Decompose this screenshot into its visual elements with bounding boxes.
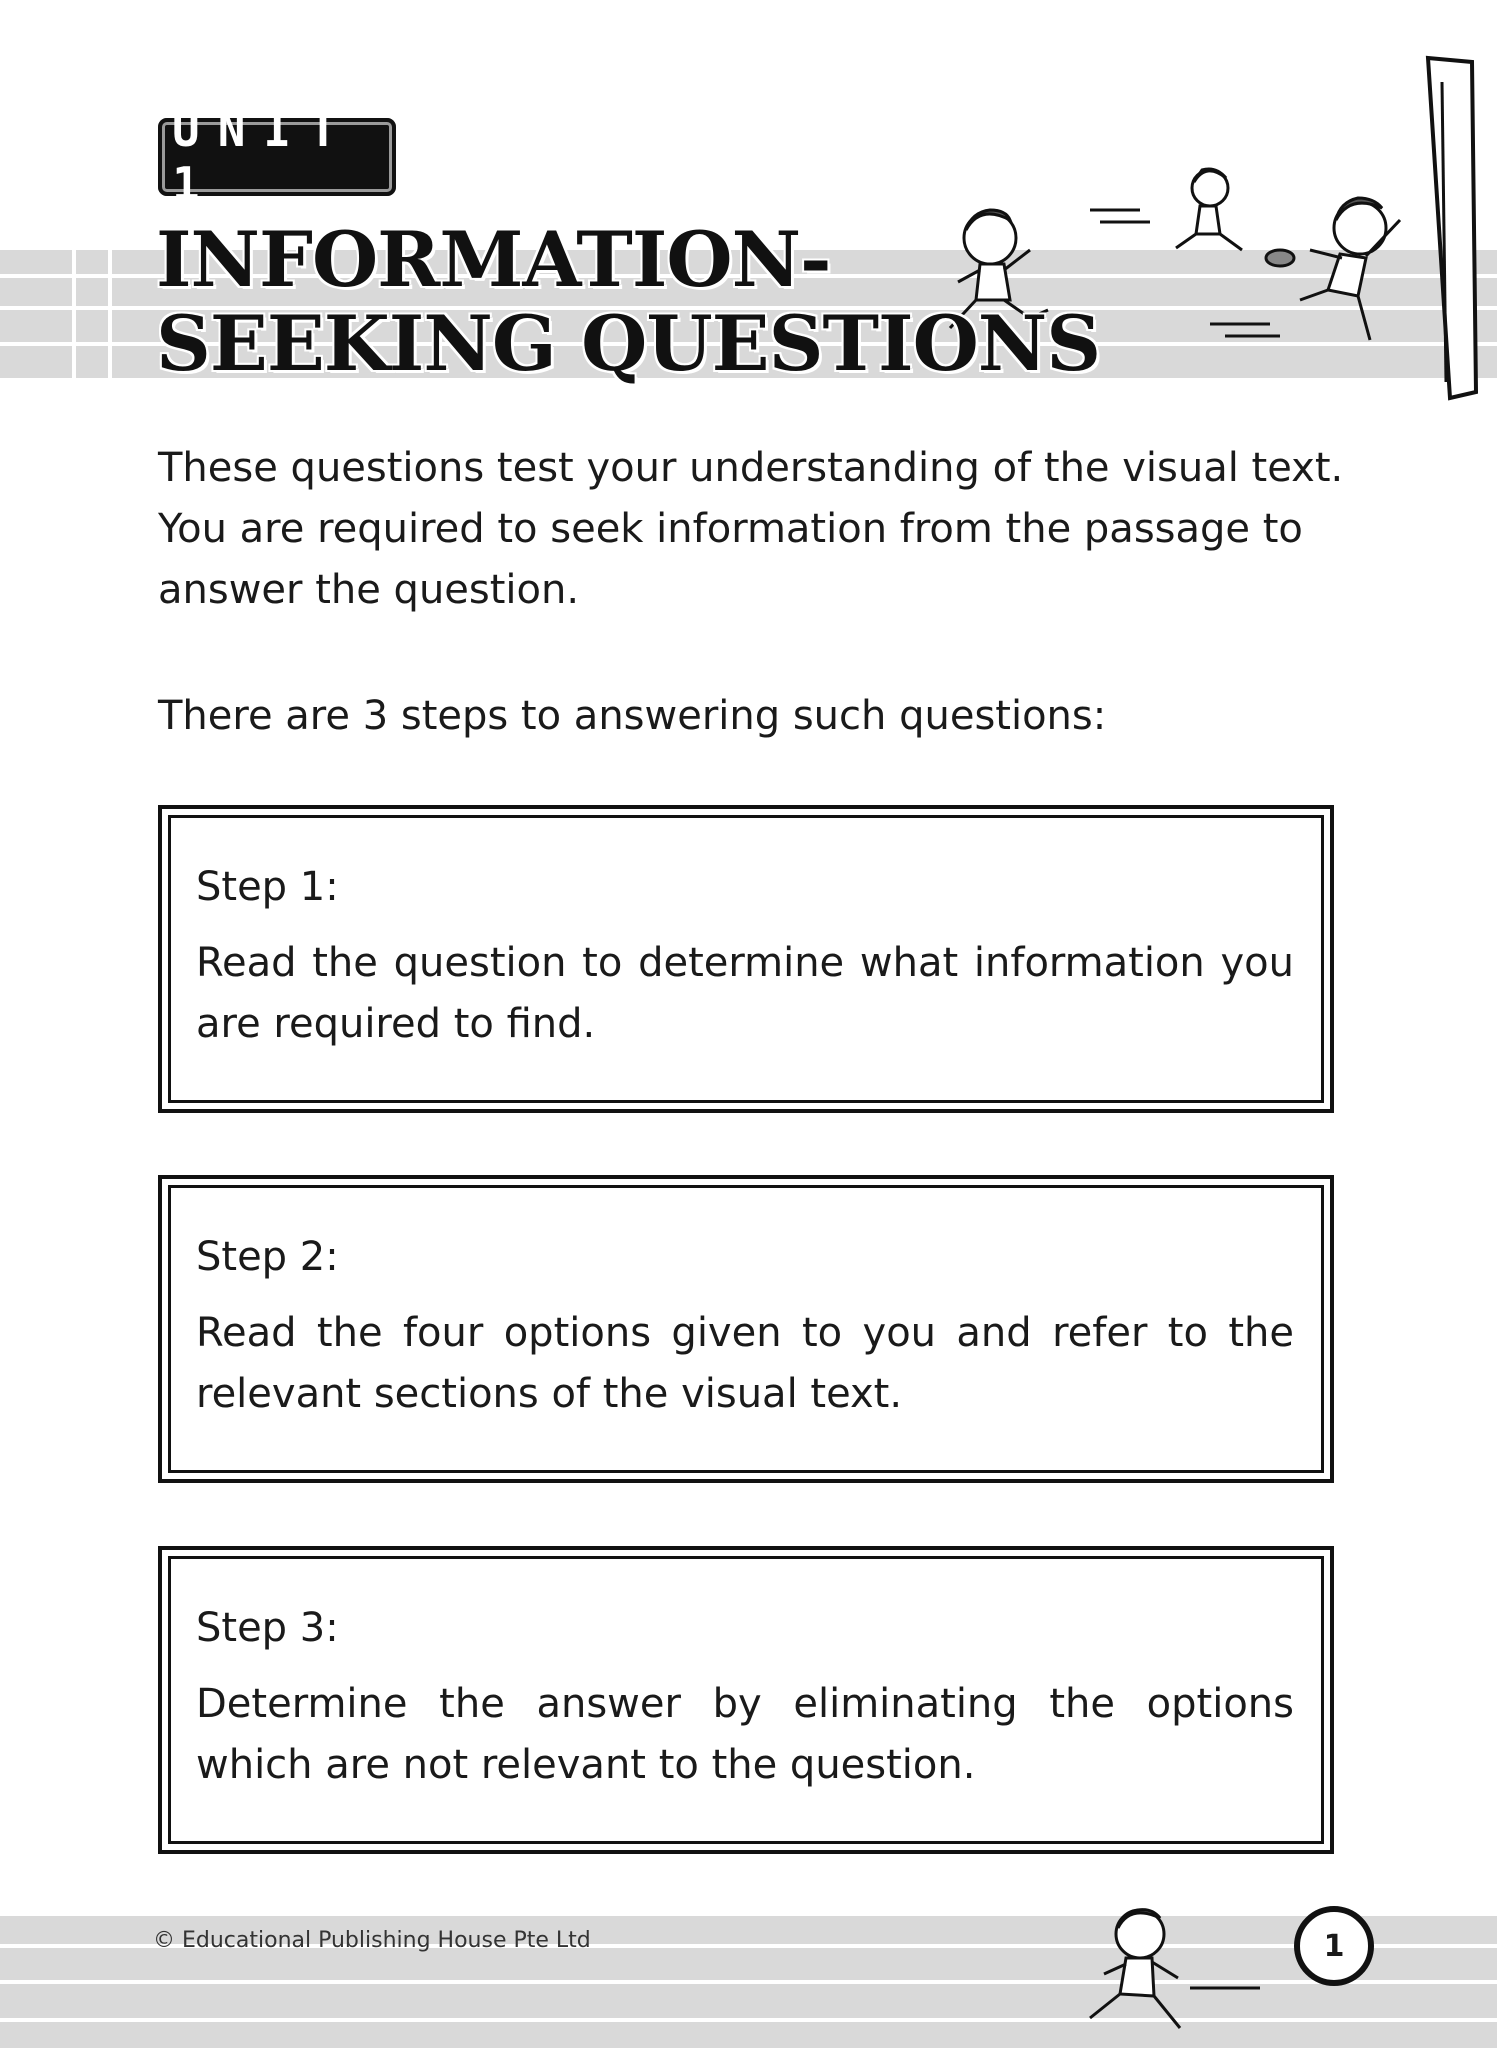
finish-post-icon [1420,52,1490,402]
step-text: Read the four options given to you and refer to the relevant sections of the visual text. [196,1310,1294,1417]
steps-lead: There are 3 steps to answering such questions: [158,693,1107,739]
step-text: Read the question to determine what information you are required to find. [196,940,1294,1047]
page-number: 1 [1294,1906,1374,1986]
title-line-1: INFORMATION- [156,215,831,304]
copyright-text: © Educational Publishing House Pte Ltd [153,1928,591,1953]
page-title [156,215,1101,388]
step-title: Step 2: [196,1234,339,1280]
step-box-1 [158,805,1334,1113]
title-line-2: SEEKING QUESTIONS [156,299,1101,388]
track-divider [108,250,112,378]
step-text: Determine the answer by eliminating the options which are not relevant to the question. [196,1681,1294,1788]
unit-label: UNIT 1 [172,103,355,211]
child-runner-icon [1176,169,1242,250]
unit-badge [158,103,396,211]
step-title: Step 1: [196,864,339,910]
footer-runner-illustration [1060,1898,1280,2038]
child-runner-icon [1266,198,1400,340]
step-box-2 [158,1175,1334,1483]
step-box-3 [158,1546,1334,1854]
step-title: Step 3: [196,1605,339,1651]
intro-paragraph: These questions test your understanding of the visual text. You are required to seek information from the passage to answer the question. [158,445,1344,613]
track-divider [72,250,76,378]
